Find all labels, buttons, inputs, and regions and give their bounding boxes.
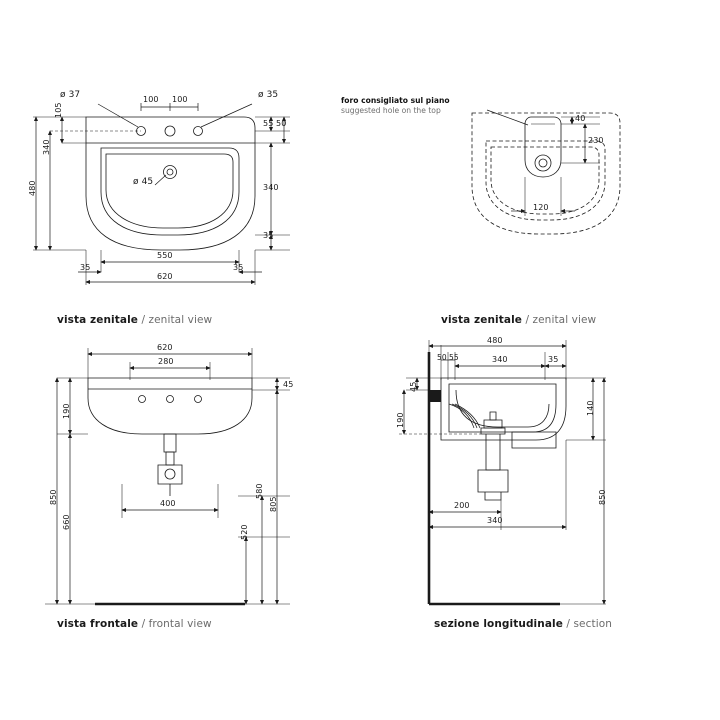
label-660: 660 — [62, 514, 71, 530]
label-55: 55 — [263, 119, 274, 128]
label-340-left: 340 — [42, 139, 51, 155]
label-45-section: 45 — [409, 381, 418, 392]
label-340-section: 340 — [492, 355, 508, 364]
label-35-right: 35 — [263, 231, 274, 240]
caption-frontal — [57, 618, 212, 630]
label-850-section: 850 — [598, 489, 607, 505]
label-190: 190 — [62, 403, 71, 419]
note-en: suggested hole on the top — [341, 106, 441, 116]
label-580: 580 — [255, 483, 264, 499]
label-280: 280 — [158, 357, 174, 366]
label-drain-d45: ø 45 — [133, 177, 154, 187]
label-spacing-100a: 100 — [143, 95, 159, 104]
caption-it: vista zenitale — [441, 314, 522, 326]
caption-en: frontal view — [148, 618, 212, 630]
label-200: 200 — [454, 501, 470, 510]
label-805: 805 — [269, 496, 278, 512]
label-40: 40 — [575, 114, 586, 123]
label-55-section: 55 — [449, 353, 459, 362]
label-50: 50 — [276, 119, 287, 128]
label-120: 120 — [533, 203, 549, 212]
caption-it: vista zenitale — [57, 314, 138, 326]
label-340-right: 340 — [263, 183, 279, 192]
caption-en: zenital view — [148, 314, 213, 326]
caption-zenital-right — [441, 314, 596, 326]
label-620-zenital: 620 — [157, 272, 173, 281]
label-340-bottom: 340 — [487, 516, 503, 525]
caption-section — [434, 618, 612, 630]
label-850: 850 — [49, 489, 58, 505]
view-section — [399, 340, 606, 604]
caption-it: sezione longitudinale — [434, 618, 563, 630]
label-spacing-100b: 100 — [172, 95, 188, 104]
caption-en: zenital view — [532, 314, 597, 326]
caption-sep: / — [138, 618, 149, 630]
label-50: 50 — [437, 353, 447, 362]
label-550: 550 — [157, 251, 173, 260]
label-620-frontal: 620 — [157, 343, 173, 352]
label-400: 400 — [160, 499, 176, 508]
label-hole-d37: ø 37 — [60, 90, 81, 100]
caption-it: vista frontale — [57, 618, 139, 630]
view-frontal — [45, 348, 290, 604]
view-zenital-right — [472, 110, 620, 234]
caption-sep: / — [562, 618, 574, 630]
label-230: 230 — [588, 136, 604, 145]
note-suggested-hole — [341, 96, 450, 117]
label-35-bottom-right: 35 — [233, 263, 244, 272]
caption-sep: / — [522, 314, 533, 326]
caption-en: section — [573, 618, 612, 630]
label-35-section: 35 — [548, 355, 559, 364]
label-480-section: 480 — [487, 336, 503, 345]
label-45-frontal: 45 — [283, 380, 294, 389]
caption-zenital-left — [57, 314, 212, 326]
label-480: 480 — [28, 180, 37, 196]
label-140: 140 — [586, 400, 595, 416]
label-520: 520 — [240, 524, 249, 540]
caption-sep: / — [138, 314, 149, 326]
label-hole-d35: ø 35 — [258, 90, 279, 100]
label-190-section: 190 — [396, 412, 405, 428]
label-35-bottom-left: 35 — [80, 263, 91, 272]
label-105: 105 — [54, 102, 63, 118]
note-it: foro consigliato sul piano — [341, 96, 450, 105]
